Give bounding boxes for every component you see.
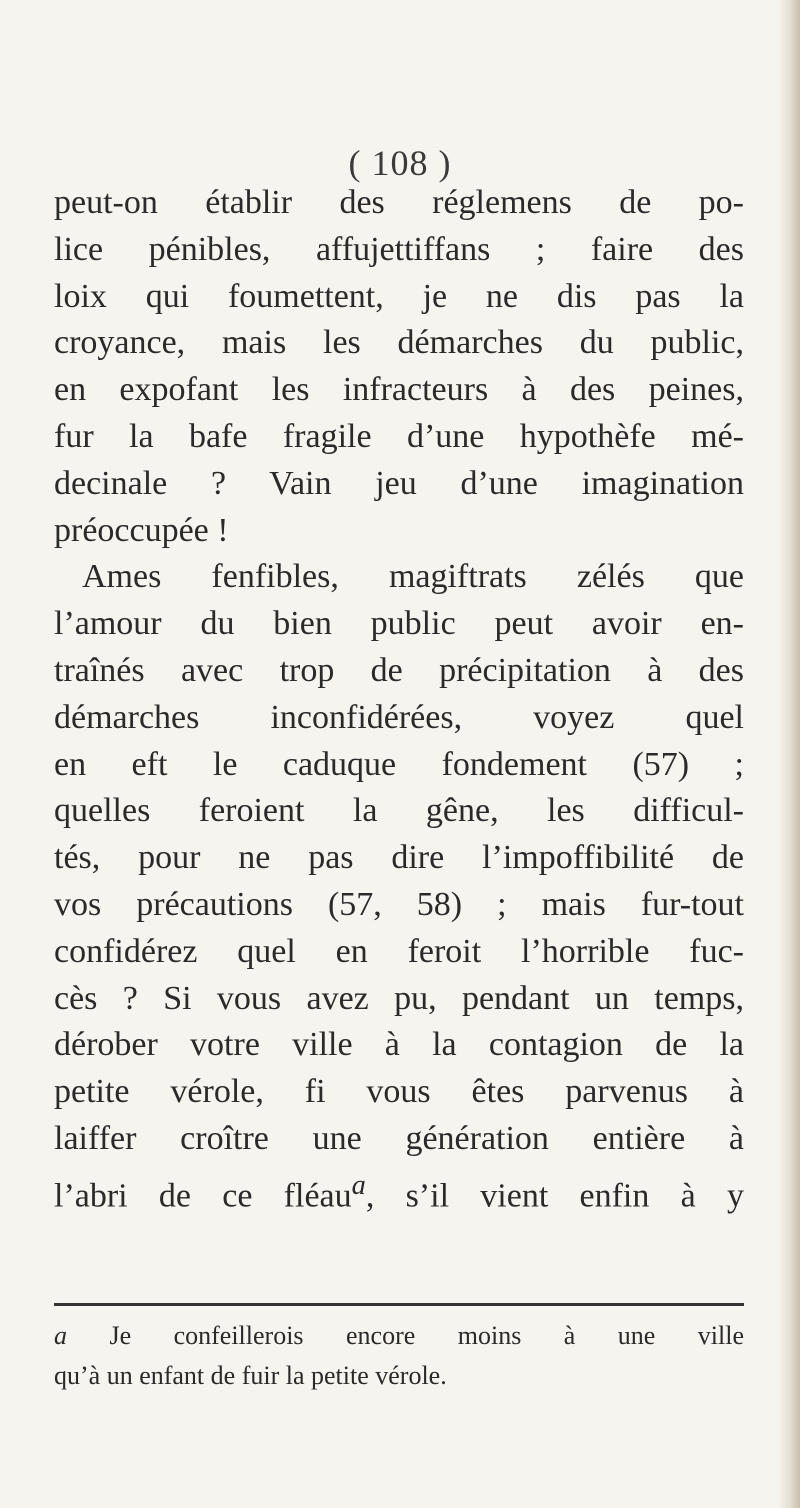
text-line: l’amour du bien public peut avoir en- — [54, 605, 744, 643]
text-line: traînés avec trop de précipitation à des — [54, 651, 744, 689]
text-line: peut-on établir des réglemens de po- — [54, 184, 744, 221]
footnote-text: Je confeillerois encore moins à une ville — [109, 1321, 744, 1350]
text-line: en eft le caduque fondement (57) ; — [54, 745, 744, 783]
text-line: tés, pour ne pas dire l’impoffibilité de — [54, 839, 744, 877]
text-line: démarches inconfidérées, voyez quel — [54, 698, 744, 736]
text-line: laiffer croître une génération entière à — [54, 1119, 744, 1157]
footnote-line — [54, 1316, 744, 1356]
main-text — [54, 180, 744, 1215]
text-line: dérober votre ville à la contagion de la — [54, 1026, 744, 1064]
text-line: en expofant les infracteurs à des peines, — [54, 371, 744, 409]
text-line: cès ? Si vous avez pu, pendant un temps, — [54, 979, 744, 1017]
text-line: loix qui foumettent, je ne dis pas la — [54, 277, 744, 315]
footnote-reference: a — [351, 1169, 366, 1201]
text-line: petite vérole, fi vous êtes parvenus à — [54, 1073, 744, 1111]
text-line: croyance, mais les démarches du public, — [54, 324, 744, 362]
text-line: vos précautions (57, 58) ; mais fur-tout — [54, 885, 744, 923]
text-line: confidérez quel en feroit l’horrible fuc- — [54, 932, 744, 970]
footnote-line: qu’à un enfant de fuir la petite vérole. — [54, 1361, 447, 1390]
footnote — [54, 1316, 744, 1396]
text-line-with-note-ref — [54, 1163, 744, 1215]
page-number: ( 108 ) — [348, 143, 452, 183]
text-segment: , s’il vient enfin à y — [365, 1177, 744, 1215]
text-line: quelles feroient la gêne, les difficul- — [54, 792, 744, 830]
page-edge-shadow — [778, 0, 800, 1508]
text-line-paragraph-start: Ames fenfibles, magiftrats zélés que — [82, 558, 744, 596]
text-line: decinale ? Vain jeu d’une imagination — [54, 464, 744, 502]
text-line: fur la bafe fragile d’une hypothèfe mé- — [54, 417, 744, 455]
footnote-mark: a — [54, 1321, 67, 1350]
footnote-divider — [54, 1303, 744, 1306]
text-line: lice pénibles, affujettiffans ; faire des — [54, 230, 744, 268]
text-line: préoccupée ! — [54, 511, 229, 549]
text-segment: l’abri de ce fléau — [54, 1177, 352, 1215]
